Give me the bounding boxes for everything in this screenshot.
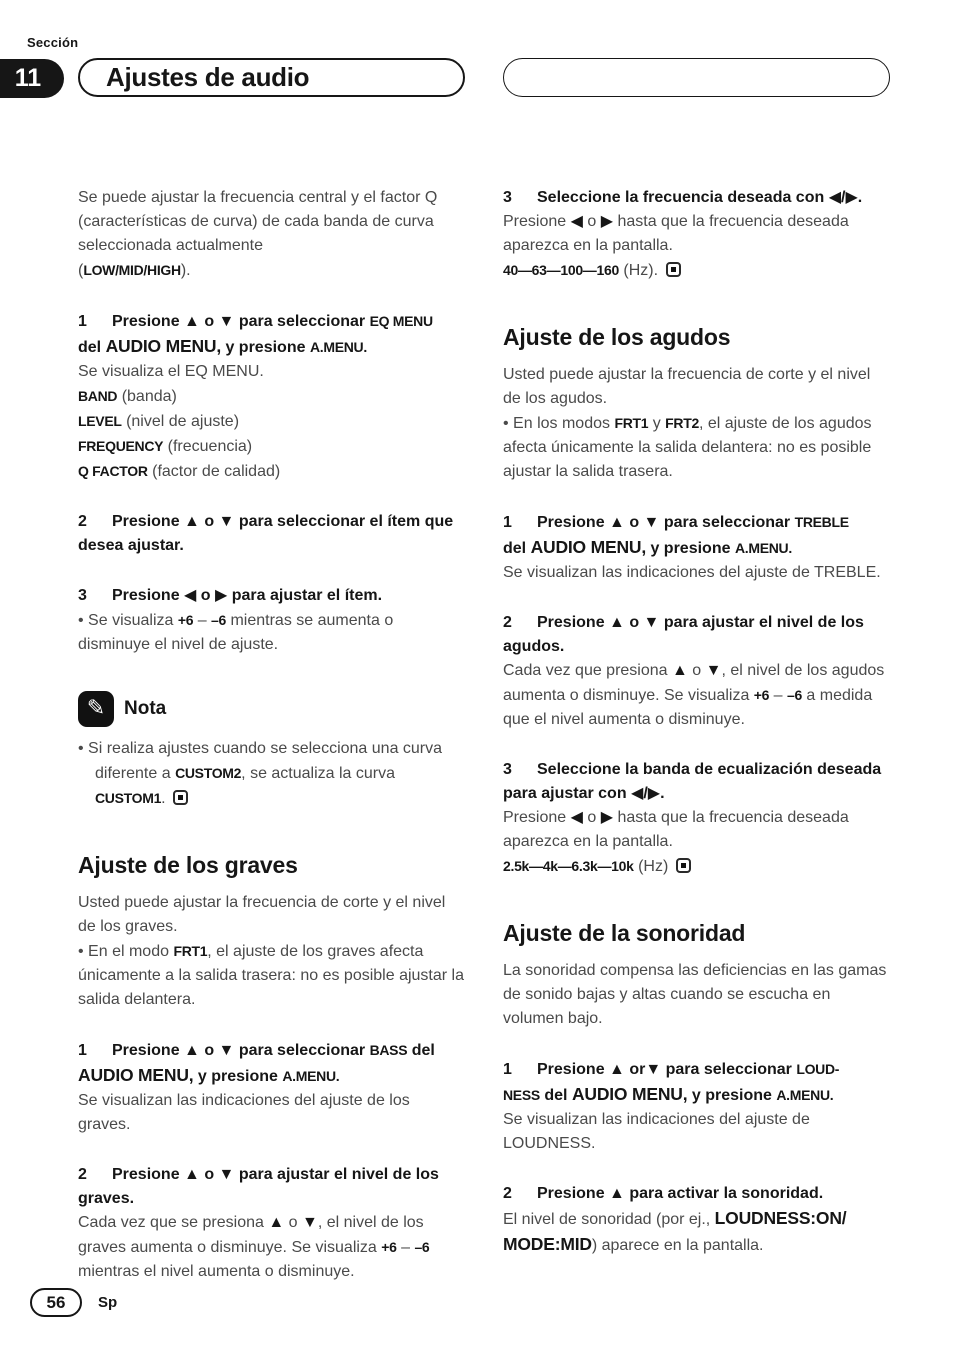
step-3-adjust-item [78,584,465,608]
text-run: Presione ◀ o ▶ para ajustar el ítem. [112,587,383,604]
text-run: BAND [78,388,118,404]
text-run: del [78,339,106,356]
text-run: y presione [646,540,735,557]
text-run: CUSTOM2 [175,765,242,781]
text-run: LOUDNESS:ON/ [714,1208,847,1228]
graves-step-1 [78,1038,465,1089]
text-run: • En los modos [503,415,615,432]
sonoridad-step-2 [503,1182,890,1206]
text-run: ▲ [672,662,688,679]
text-run: ). [180,262,191,279]
text-run: Ajuste de los agudos [503,324,731,350]
text-run: Presione ▲ o ▼ para seleccionar [112,1042,370,1059]
text-run: LOW/MID/HIGH [83,262,181,278]
text-run: • En el modo [78,943,174,960]
text-run: mientras el nivel aumenta o disminuye. [78,1263,355,1280]
text-run: Ajuste de los graves [78,852,298,878]
agudos-step-2-result [503,659,890,732]
text-run: ▶ [600,809,614,826]
step-number: 3 [503,761,512,778]
column-left [78,186,465,1284]
page-number: 56 [46,1292,66,1312]
text-run: El nivel de sonoridad (por ej., [503,1211,715,1228]
agudos-step-1-result [503,561,890,585]
text-run: ▶ [600,213,614,230]
text-run: CUSTOM1 [95,790,162,806]
text-run: Presione ▲ para activar la sonoridad. [537,1185,824,1202]
text-run: A.MENU. [309,339,367,355]
text-run: +6 [177,612,194,628]
text-run: Seleccione la frecuencia deseada con ◀/▶. [537,189,863,206]
text-run: Presione ▲ o ▼ para seleccionar el ítem que desea ajustar. [78,513,454,554]
text-run: A.MENU. [776,1087,834,1103]
graves-step-2 [78,1163,465,1211]
text-run: o [284,1214,302,1231]
bass-step-3 [503,186,890,210]
text-run: , el nivel de los agudos aumenta o disminuye. Se visualiza [503,662,885,704]
text-run: Cada vez que se presiona [78,1214,269,1231]
section-number-badge [0,59,64,98]
text-run: La sonoridad compensa las deficiencias en las gamas de sonido bajas y altas cuando se escucha en volumen bajo. [503,962,887,1027]
note-heading [78,691,465,727]
text-run: Presione ▲ o ▼ para ajustar el nivel de los agudos. [503,614,864,655]
section-label: Sección [27,35,79,50]
text-run: Q FACTOR [78,463,148,479]
text-run: ▲ [268,1214,285,1231]
text-run: BASS [369,1042,408,1058]
bass-frequencies [503,258,890,283]
text-run: (Hz). [618,262,663,279]
text-run: EQ MENU [369,313,433,329]
text-run: – [193,612,212,629]
agudos-frequencies [503,854,890,879]
page-title: Ajustes de audio [106,62,310,92]
heading-ajuste-graves [78,851,465,879]
step-number: 2 [503,614,512,631]
text-run: y presione [193,1068,283,1085]
text-run: – [769,687,787,704]
text-run: Cada vez que presiona [503,662,672,679]
note-label: Nota [124,698,167,719]
header-empty-box [503,58,890,97]
text-run: Presione [503,809,571,826]
page-footer [30,1288,117,1317]
heading-ajuste-sonoridad [503,919,890,947]
text-run: Se visualizan las indicaciones del ajuste de LOUDNESS. [503,1111,810,1152]
text-run: ) aparece en la pantalla. [591,1237,764,1254]
text-run: del [503,540,531,557]
text-run: +6 [753,687,770,703]
text-run: (factor de calidad) [147,463,281,480]
graves-step-1-result [78,1089,465,1137]
text-run: o [582,213,601,230]
agudos-bullet [503,411,890,484]
text-run: (frecuencia) [163,438,253,455]
text-run: y [648,415,666,432]
text-run: Se visualizan las indicaciones del ajuste de los graves. [78,1092,410,1133]
text-run: +6 [381,1239,397,1255]
graves-step-2-result [78,1211,465,1284]
text-run: Se puede ajustar la frecuencia central y el factor Q (características de curva) de cada banda de curva seleccionada actualmente [78,189,438,254]
step-1-eq-menu [78,309,465,360]
text-run: 2.5k—4k—6.3k—10k [503,858,634,874]
text-run: , se actualiza la curva [241,765,396,782]
bass-step-3-body [503,210,890,258]
step-3-note [78,608,465,657]
text-run: Presione [503,213,571,230]
step-1-result [78,360,465,384]
text-run: AUDIO MENU, [78,1065,194,1085]
text-run: ▼ [705,662,722,679]
step-2-select-item [78,510,465,558]
text-run: Presione ▲ o ▼ para seleccionar [537,514,795,531]
text-run: 40—63—100—160 [503,262,619,278]
text-run: (banda) [117,388,177,405]
graves-intro [78,891,465,939]
text-run: , el nivel de los graves aumenta o disminuye. Se visualiza [78,1214,424,1256]
text-run: AUDIO MENU, [571,1084,688,1104]
text-run: ◀ [570,809,583,826]
note-bullet [78,737,465,811]
text-run: –6 [786,687,802,703]
text-run: hasta que la frecuencia deseada aparezca en la pantalla. [503,213,849,254]
end-of-section-icon [676,858,691,873]
text-run: FRT2 [665,415,699,431]
text-run: , el ajuste de los agudos afecta únicamente la salida delantera: no es posible ajustar la salida trasera. [503,415,872,480]
text-run: LOUD- [796,1061,840,1077]
text-run: del [407,1042,435,1059]
graves-bullet [78,939,465,1012]
end-of-section-icon [173,790,188,805]
text-run: FREQUENCY [78,438,164,454]
text-run: Ajuste de la sonoridad [503,920,746,946]
text-run: , el ajuste de los graves afecta únicamente a la salida trasera: no es posible ajustar la salida delantera. [78,943,464,1008]
text-run: hasta que la frecuencia deseada aparezca en la pantalla. [503,809,849,850]
text-run: a medida que el nivel aumenta o disminuye. [503,687,873,728]
text-run: FRT1 [614,415,649,431]
text-run: –6 [414,1239,430,1255]
agudos-intro [503,363,890,411]
step-number: 3 [503,189,512,206]
text-run: – [396,1239,415,1256]
chapter-title-box [78,58,465,97]
text-run: LEVEL [78,413,122,429]
text-run: • Se visualiza [78,612,178,629]
sonoridad-step-1 [503,1057,890,1108]
column-right [503,186,890,1258]
end-of-section-icon [666,262,681,277]
text-run: Presione ▲ o ▼ para seleccionar [112,313,370,330]
section-number: 11 [14,64,42,92]
step-number: 1 [78,1042,87,1059]
text-run: Se visualiza el EQ MENU. [78,363,264,380]
text-run: ( [78,262,84,279]
text-run: NESS [503,1087,540,1103]
step-number: 2 [78,1166,87,1183]
text-run: (Hz) [633,858,673,875]
sonoridad-step-2-result [503,1206,890,1258]
text-run: AUDIO MENU, [105,336,222,356]
eq-menu-item-list [78,384,465,484]
step-number: 3 [78,587,87,604]
agudos-step-3 [503,758,890,806]
text-run: ◀ [570,213,583,230]
text-run: • Si realiza ajustes cuando se selecciona una curva diferente a [78,740,443,782]
text-run: y presione [221,339,310,356]
text-run: A.MENU. [282,1068,340,1084]
page-language-label: Sp [98,1294,118,1311]
text-run: mientras se aumenta o disminuye el nivel de ajuste. [78,612,394,653]
sonoridad-intro [503,959,890,1031]
text-run: MODE:MID [503,1234,592,1254]
text-run: Usted puede ajustar la frecuencia de corte y el nivel de los graves. [78,894,446,935]
agudos-step-1 [503,510,890,561]
step-number: 2 [78,513,87,530]
step-number: 1 [503,1061,512,1078]
text-run: (nivel de ajuste) [121,413,240,430]
text-run: Presione ▲ or▼ para seleccionar [537,1061,797,1078]
agudos-step-2 [503,611,890,659]
step-number: 1 [503,514,512,531]
text-run: ▼ [301,1214,318,1231]
agudos-step-3-body [503,806,890,854]
text-run: Usted puede ajustar la frecuencia de corte y el nivel de los agudos. [503,366,871,407]
intro-paragraph [78,186,465,283]
pencil-note-icon: ✎ [78,691,114,727]
text-run: –6 [211,612,227,628]
text-run: o [582,809,601,826]
heading-ajuste-agudos [503,323,890,351]
text-run: Se visualizan las indicaciones del ajuste de TREBLE. [503,564,881,581]
text-run: TREBLE [794,514,849,530]
text-run: AUDIO MENU, [530,537,647,557]
step-number: 2 [503,1185,512,1202]
text-run: . [161,790,170,807]
page-number-pill [30,1288,82,1317]
text-run: Presione ▲ o ▼ para ajustar el nivel de los graves. [78,1166,439,1207]
sonoridad-step-1-result [503,1108,890,1156]
text-run: Seleccione la banda de ecualización deseada para ajustar con ◀/▶. [503,761,882,802]
text-run: FRT1 [173,943,208,959]
text-run: y presione [687,1087,777,1104]
text-run: o [687,662,706,679]
step-number: 1 [78,313,87,330]
text-run: del [539,1087,572,1104]
text-run: A.MENU. [734,540,792,556]
